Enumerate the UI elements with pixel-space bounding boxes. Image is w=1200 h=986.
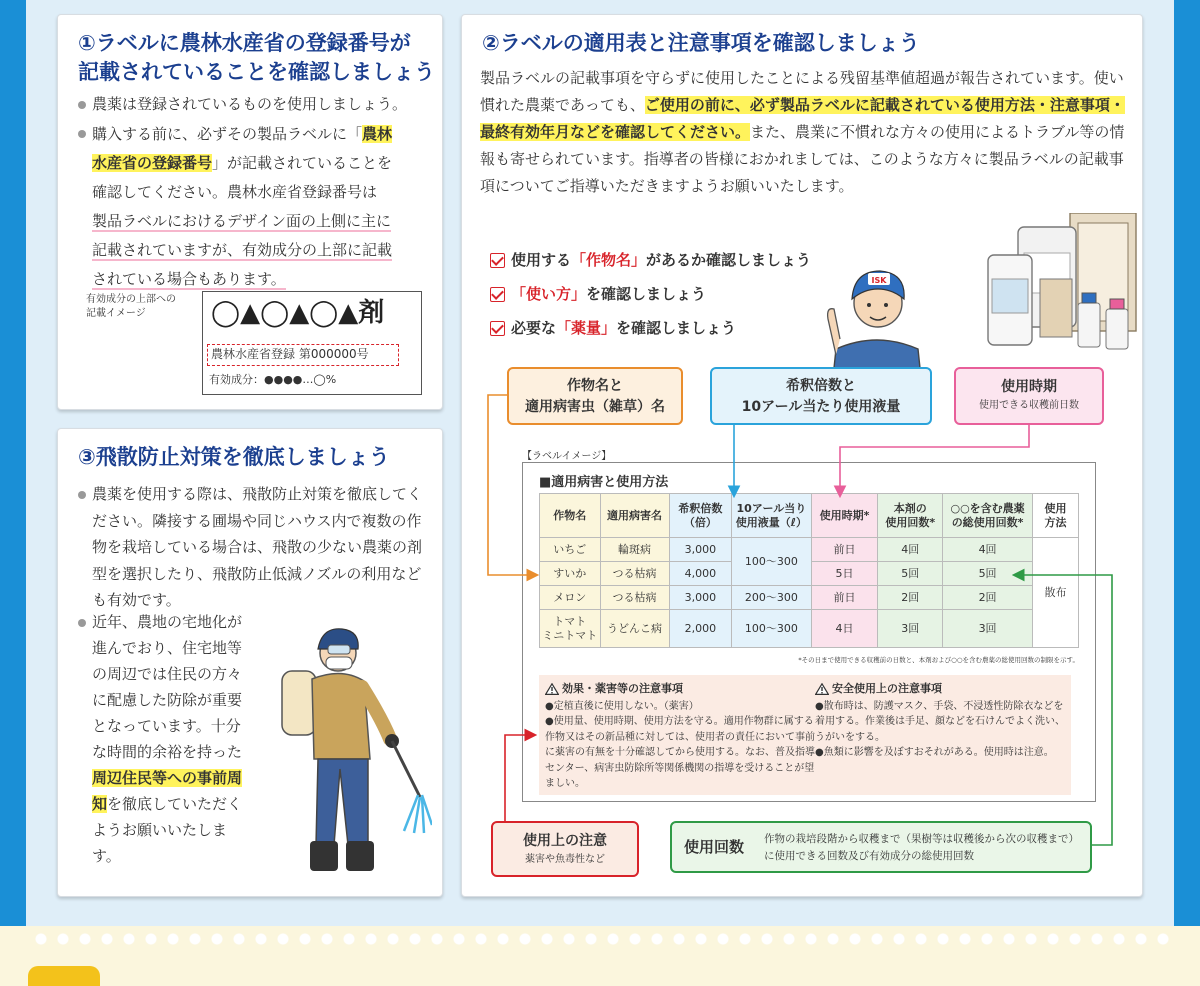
check-item-usage: 「使い方」 を確認しましょう (490, 277, 870, 311)
cap-logo: ISK (871, 276, 887, 285)
card1-bullet-2: 購入する前に、必ずその製品ラベルに「農林 水産省の登録番号」が記載されていることを 確認してください。農林水産省登録番号は 製品ラベルにおけるデザイン面の上側に主に 記載されていますが、有効成分の上部に記載 されている場合もあります。 (76, 120, 436, 294)
label-image-caption: 【ラベルイメージ】 (522, 451, 612, 462)
table-footnote: *その日まで使用できる収穫前の日数と、本剤および○○を含む農薬の総使用回数の制限を示す。 (798, 656, 1079, 664)
label-table-card (461, 14, 1143, 897)
arrow-timing (840, 425, 1029, 495)
table-row: メロン つる枯病 3,000 200〜300 前日 2回 2回 (540, 586, 1079, 610)
card3-title: ③飛散防止対策を徹底しましょう (78, 445, 390, 469)
callout-dilution: 希釈倍数と 10アール当たり使用液量 (710, 367, 932, 425)
th-amount: 10アール当り 使用液量（ℓ） (732, 494, 811, 538)
callout-use-count: 使用回数 作物の栽培段階から収穫まで（果樹等は収穫後から次の収穫まで）に使用できる回数及び有効成分の総使用回数 (670, 821, 1092, 873)
callout-precautions: 使用上の注意 薬害や魚毒性など (491, 821, 639, 877)
label-table-title: ■適用病害と使用方法 (539, 475, 669, 490)
th-method: 使用 方法 (1032, 494, 1078, 538)
label-image-caption: 有効成分の上部への 記載イメージ (86, 294, 176, 319)
caution-safety: 安全使用上の注意事項 ●散布時は、防護マスク、手袋、不浸透性防除衣などを着用する。作業後は手足、顔などを石けんでよく洗い、うがいをする。 ●魚類に影響を及ぼすおそれがある。使用時は注意。 (815, 682, 1065, 758)
table-row: いちご 輪斑病 3,000 100〜300 前日 4回 4回 散布 (540, 538, 1079, 562)
caution-effects: 効果・薬害等の注意事項 ●定植直後に使用しない。（薬害） ●使用量、使用時期、使用方法を守る。適用作物群に属する作物又はその新品種に対しては、使用者の責任において事前に薬害の有無を十分確認してから使用する。なお、普及指導センター、病害虫防除所等関係機関の指導を受けることが望ましい。 (545, 682, 815, 789)
arrow-precaution (505, 735, 534, 821)
th-total: ○○を含む農薬 の総使用回数* (943, 494, 1033, 538)
th-timing: 使用時期* (811, 494, 878, 538)
arrow-count (1015, 575, 1112, 845)
card3-bullet-2: 近年、農地の宅地化が進んでおり、住宅地等の周辺では住民の方々に配慮した防除が重要となっています。十分な時間的余裕を持った周辺住民等への事前周知を徹底していただくようお願いいたします。 (76, 609, 244, 869)
th-crop: 作物名 (540, 494, 601, 538)
highlight-registration: 農林 (362, 125, 393, 143)
card3-bullet-1: 農薬を使用する際は、飛散防止対策を徹底してください。隣接する圃場や同じハウス内で複数の作物を栽培している場合は、飛散の少ない農薬の剤型を選択したり、飛散防止低減ノズルの利用なども有効です。 (76, 481, 436, 614)
registration-number-sample: 農林水産省登録 第000000号 (207, 344, 399, 366)
connector-arrows (462, 15, 1144, 898)
card1-bullet-1: 農薬は登録されているものを使用しましょう。 (76, 91, 436, 117)
registration-number-card (57, 14, 443, 410)
th-count: 本剤の 使用回数* (878, 494, 943, 538)
sprayer-farmer-illustration (272, 619, 432, 881)
arrow-crop (488, 395, 536, 575)
table-row: トマト ミニトマト うどんこ病 2,000 100〜300 4日 3回 3回 (540, 610, 1079, 648)
highlight-check-label: ご使用の前に、必ず製品ラベルに記載されている使用方法・注意事項・最終有効年月などを確認してください。 (480, 96, 1125, 141)
yellow-tab-decoration (28, 966, 100, 986)
callout-timing: 使用時期 使用できる収穫前日数 (954, 367, 1104, 425)
check-item-crop: 使用する 「作物名」 があるか確認しましょう (490, 243, 870, 277)
product-name-placeholder: ◯▲◯▲◯▲剤 (211, 298, 385, 328)
sample-label-box (202, 291, 422, 395)
highlight-residents-notice: 周辺住民等への事前周知 (92, 769, 243, 813)
scallop-decoration (30, 932, 1170, 946)
card2-title: ②ラベルの適用表と注意事項を確認しましょう (482, 31, 920, 55)
card2-intro: 製品ラベルの記載事項を守らずに使用したことによる残留基準値超過が報告されています。使い慣れた農薬であっても、ご使用の前に、必ず製品ラベルに記載されている使用方法・注意事項・最終有効年月などを確認してください。また、農業に不慣れな方々の使用によるトラブル等の情報も寄せられています。指導者の皆様におかれましては、このような方々に製品ラベルの記載事項についてご指導いただきますようお願いいたします。 (480, 69, 1125, 195)
callout-crop-name: 作物名と 適用病害虫（雑草）名 (507, 367, 683, 425)
check-item-dosage: 必要な 「薬量」 を確認しましょう (490, 311, 870, 345)
th-disease: 適用病害名 (600, 494, 669, 538)
active-ingredient-sample: 有効成分：●●●●…◯% (209, 373, 337, 386)
table-row: すいか つる枯病 4,000 5日 5回 5回 (540, 562, 1079, 586)
card1-title: ①ラベルに農林水産省の登録番号が 記載されていることを確認しましょう (78, 31, 435, 84)
drift-prevention-card (57, 428, 443, 897)
right-blue-edge (1174, 0, 1200, 986)
th-dilution: 希釈倍数 （倍） (669, 494, 732, 538)
left-blue-edge (0, 0, 26, 986)
bottom-decorative-strip (0, 926, 1200, 986)
method-cell: 散布 (1032, 538, 1078, 648)
